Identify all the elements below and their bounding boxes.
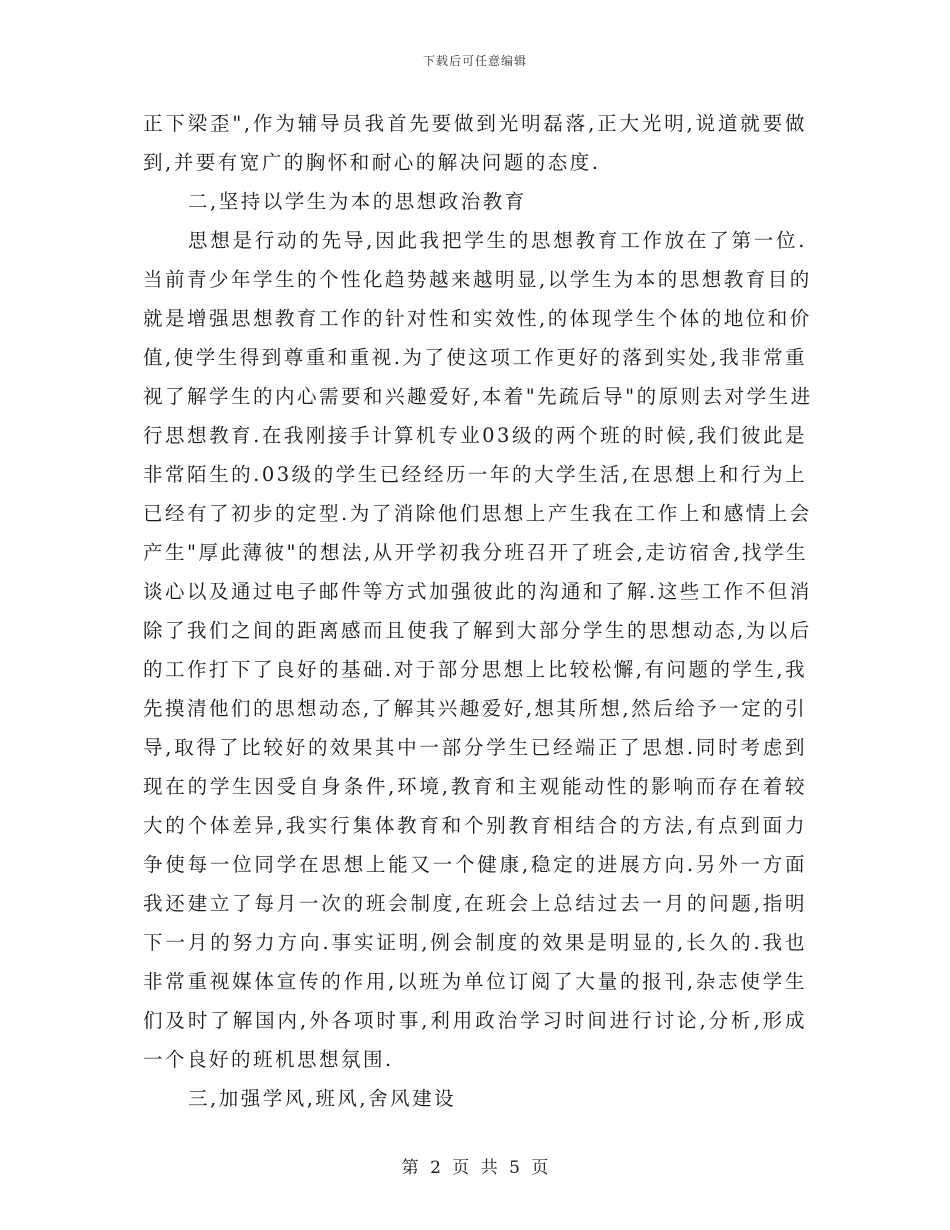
text-line: 谈心以及通过电子邮件等方式加强彼此的沟通和了解.这些工作不但消 <box>143 580 812 603</box>
text-line: 值,使学生得到尊重和重视.为了使这项工作更好的落到实处,我非常重 <box>143 346 808 369</box>
text-line: 已经有了初步的定型.为了消除他们思想上产生我在工作上和感情上会 <box>143 502 812 525</box>
text-line: 大的个体差异,我实行集体教育和个别教育相结合的方法,有点到面力 <box>143 814 807 837</box>
text-line: 导,取得了比较好的效果其中一部分学生已经端正了思想.同时考虑到 <box>143 736 807 759</box>
text-line: 除了我们之间的距离感而且使我了解到大部分学生的思想动态,为以后 <box>143 619 812 642</box>
text-line: 正下梁歪",作为辅导员我首先要做到光明磊落,正大光明,说道就要做 <box>143 112 807 135</box>
text-line: 行思想教育.在我刚接手计算机专业03级的两个班的时候,我们彼此是 <box>143 424 807 447</box>
text-line: 思想是行动的先导,因此我把学生的思想教育工作放在了第一位. <box>188 229 807 252</box>
text-line: 一个良好的班机思想氛围. <box>143 1048 394 1071</box>
text-line: 到,并要有宽广的胸怀和耐心的解决问题的态度. <box>143 151 601 174</box>
text-line: 我还建立了每月一次的班会制度,在班会上总结过去一月的问题,指明 <box>143 892 807 915</box>
document-body <box>143 104 813 1118</box>
text-line: 争使每一位同学在思想上能又一个健康,稳定的进展方向.另外一方面 <box>143 853 807 876</box>
text-line: 就是增强思想教育工作的针对性和实效性,的体现学生个体的地位和价 <box>143 307 812 330</box>
text-line: 非常陌生的.03级的学生已经经历一年的大学生活,在思想上和行为上 <box>143 463 807 486</box>
page-header: 下载后可任意编辑 <box>422 54 527 68</box>
text-line: 们及时了解国内,外各项时事,利用政治学习时间进行讨论,分析,形成 <box>143 1009 807 1032</box>
text-line: 现在的学生因受自身条件,环境,教育和主观能动性的影响而存在着较 <box>143 775 807 798</box>
section-heading: 三,加强学风,班风,舍风建设 <box>188 1087 457 1110</box>
text-line: 视了解学生的内心需要和兴趣爱好,本着"先疏后导"的原则去对学生进 <box>143 385 813 408</box>
text-line: 产生"厚此薄彼"的想法,从开学初我分班召开了班会,走访宿舍,找学生 <box>143 541 809 564</box>
text-line: 先摸清他们的思想动态,了解其兴趣爱好,想其所想,然后给予一定的引 <box>143 697 808 720</box>
text-line: 下一月的努力方向.事实证明,例会制度的效果是明显的,长久的.我也 <box>143 931 807 954</box>
page-number-footer: 第 2 页 共 5 页 <box>401 1158 549 1178</box>
text-line: 的工作打下了良好的基础.对于部分思想上比较松懈,有问题的学生,我 <box>143 658 808 681</box>
section-heading: 二,坚持以学生为本的思想政治教育 <box>188 190 527 213</box>
text-line: 非常重视媒体宣传的作用,以班为单位订阅了大量的报刊,杂志使学生 <box>143 970 807 993</box>
text-line: 当前青少年学生的个性化趋势越来越明显,以学生为本的思想教育目的 <box>143 268 812 291</box>
